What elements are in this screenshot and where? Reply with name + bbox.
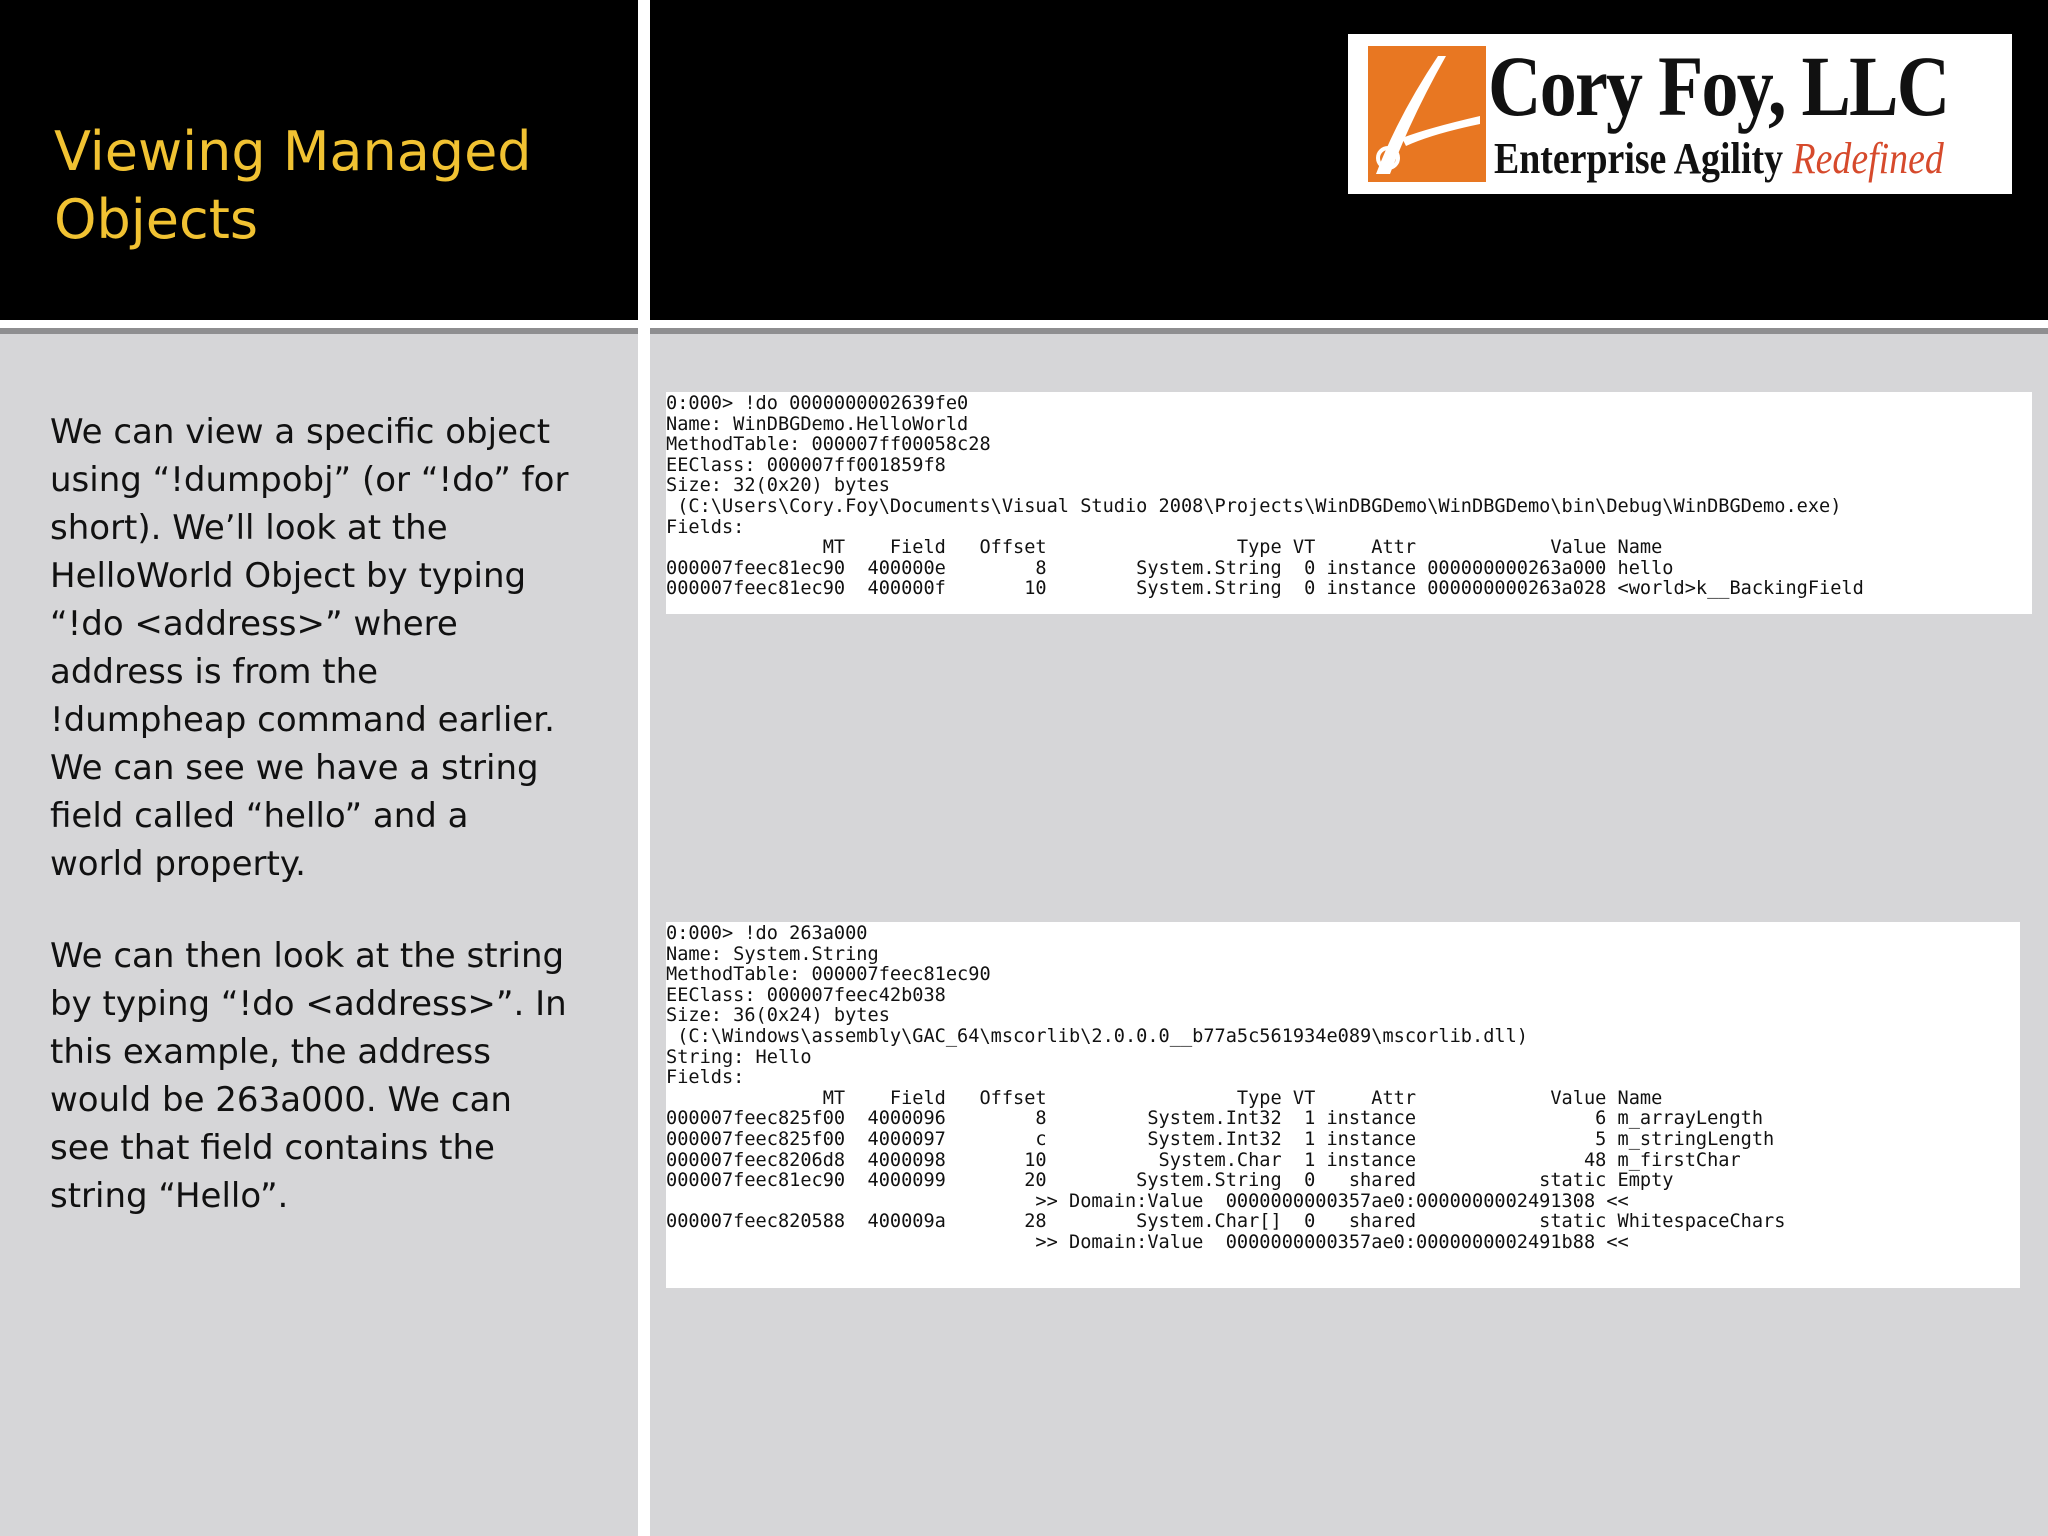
console-line: Fields: (666, 516, 745, 538)
logo-company-name: Cory Foy, LLC (1488, 38, 1949, 134)
console-line: (C:\Users\Cory.Foy\Documents\Visual Studio 2008\Projects\WinDBGDemo\WinDBGDemo\bin\Debug\WinDBGDemo.exe) (666, 495, 1842, 517)
console-line: 0:000> !do 0000000002639fe0 (666, 393, 969, 414)
console-line: >> Domain:Value 0000000000357ae0:0000000002491b88 << (666, 1231, 1629, 1253)
logo-mark-icon (1368, 46, 1486, 182)
console-line: 0:000> !do 263a000 (666, 923, 868, 944)
slide-title (54, 118, 614, 254)
console-line: MT Field Offset Type VT Attr Value Name (666, 1087, 1663, 1109)
slide-title-line1: Viewing Managed (54, 120, 532, 183)
console-line: 000007feec820588 400009a 28 System.Char[] 0 shared static WhitespaceChars (666, 1211, 1786, 1233)
header-divider (0, 320, 2048, 328)
console-line: Name: System.String (666, 943, 879, 965)
console-line: Name: WinDBGDemo.HelloWorld (666, 413, 969, 435)
console-line: 000007feec81ec90 400000f 10 System.String 0 instance 000000000263a028 <world>k__BackingField (666, 578, 1864, 600)
debugger-output-string (666, 922, 2020, 1288)
console-line: EEClass: 000007ff001859f8 (666, 454, 946, 476)
column-divider (638, 0, 650, 1536)
description-paragraph-1: We can view a specific object using “!dumpobj” (or “!do” for short). We’ll look at the HelloWorld Object by typing “!do <address>” where address is from the !dumpheap command earlier. We can see we have a string field called “hello” and a world property. (50, 412, 569, 884)
console-line: >> Domain:Value 0000000000357ae0:0000000002491308 << (666, 1190, 1629, 1212)
console-line: 000007feec81ec90 400000e 8 System.String 0 instance 000000000263a000 hello (666, 557, 1674, 579)
console-line: MT Field Offset Type VT Attr Value Name (666, 537, 1663, 559)
console-line: 000007feec825f00 4000097 c System.Int32 1 instance 5 m_stringLength (666, 1128, 1775, 1150)
console-line: EEClass: 000007feec42b038 (666, 984, 946, 1006)
console-line: MethodTable: 000007ff00058c28 (666, 434, 991, 456)
company-logo (1348, 34, 2012, 194)
console-line: Size: 32(0x20) bytes (666, 475, 890, 497)
logo-tagline-main: Enterprise Agility (1494, 134, 1784, 183)
logo-tagline (1494, 134, 1944, 184)
console-line: Fields: (666, 1067, 745, 1089)
logo-tagline-accent: Redefined (1792, 134, 1944, 183)
console-line: 000007feec825f00 4000096 8 System.Int32 1 instance 6 m_arrayLength (666, 1108, 1764, 1130)
slide-title-line2: Objects (54, 188, 259, 251)
header-rule (0, 328, 2048, 334)
console-line: MethodTable: 000007feec81ec90 (666, 964, 991, 986)
console-line: String: Hello (666, 1046, 812, 1068)
debugger-output-helloworld (666, 392, 2032, 614)
console-line: Size: 36(0x24) bytes (666, 1005, 890, 1027)
console-line: (C:\Windows\assembly\GAC_64\mscorlib\2.0.0.0__b77a5c561934e089\mscorlib.dll) (666, 1025, 1528, 1047)
description-paragraph-2: We can then look at the string by typing “!do <address>”. In this example, the address would be 263a000. We can see that field contains the string “Hello”. (50, 936, 567, 1216)
console-line: 000007feec81ec90 4000099 20 System.String 0 shared static Empty (666, 1170, 1674, 1192)
console-line: 000007feec8206d8 4000098 10 System.Char 1 instance 48 m_firstChar (666, 1149, 1741, 1171)
